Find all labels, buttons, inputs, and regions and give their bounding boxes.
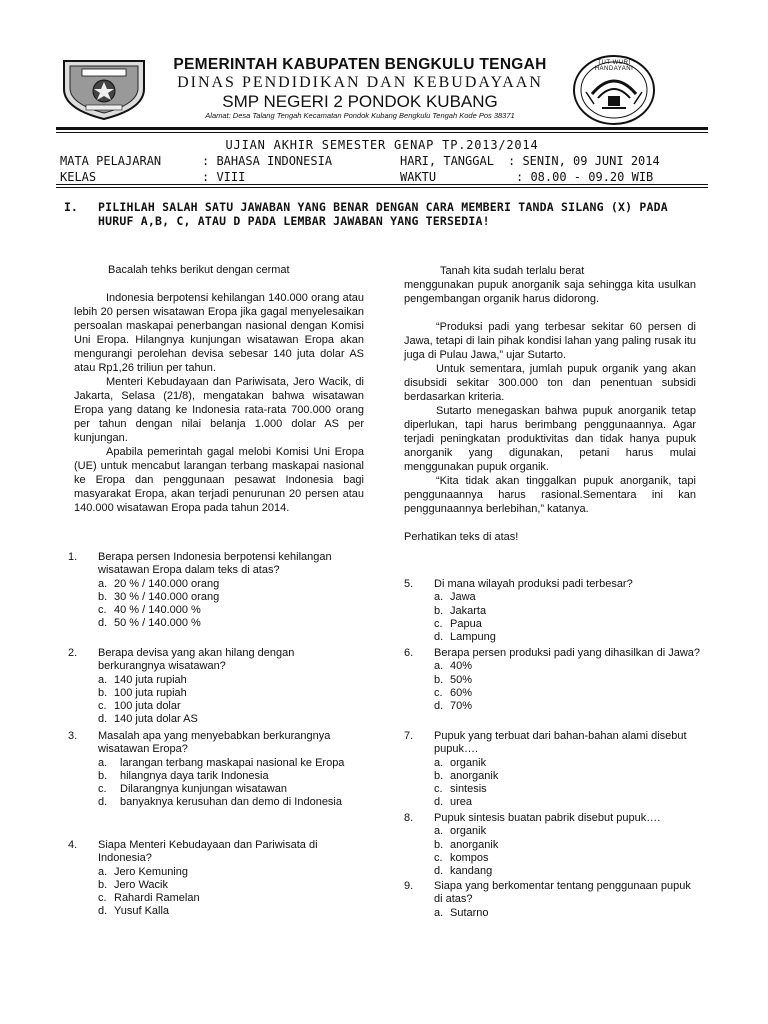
option-b: b. 50% [434, 673, 473, 686]
info-rule-top [56, 184, 708, 185]
option-d: d. Lampung [434, 631, 496, 644]
option-a: a. larangan terbang maskapai nasional ke Eropa [98, 756, 345, 769]
question-6 [404, 647, 700, 713]
time-value: : 08.00 - 09.20 WIB [516, 170, 654, 184]
left-paragraph-3: Apabila pemerintah gagal melobi Komisi Uni Eropa (UE) untuk mencabut larangan terbang maskapai nasional ke Eropa dan penggunaan pesawat Indonesia bagi masyarakat Eropa, akan terjadi penurunan 20 persen atau 140.000 wisatawan Eropa pada tahun 2014. [74, 446, 364, 514]
right-prompt: Perhatikan teks di atas! [404, 531, 519, 543]
option-d: d. 70% [434, 700, 473, 713]
question-text: Berapa devisa yang akan hilang dengan berkurangnya wisatawan? [98, 647, 295, 673]
right-paragraph-1b: menggunakan pupuk anorganik saja sehingga kita usulkan pengembangan organik harus didorong. [404, 279, 696, 305]
question-number: 6. [404, 647, 414, 659]
question-text: Siapa yang berkomentar tentang penggunaan pupuk di atas? [434, 880, 691, 906]
option-b: b. anorganik [434, 769, 499, 782]
question-2 [68, 647, 358, 727]
left-reading-passage [74, 291, 364, 515]
right-reading-passage [404, 264, 696, 544]
class-value: : VIII [202, 170, 246, 184]
question-text: Pupuk yang terbuat dari bahan-bahan alami disebut pupuk…. [434, 730, 687, 756]
option-d: d. banyaknya kerusuhan dan demo di Indonesia [98, 796, 342, 809]
option-c: c. 100 juta dolar [98, 700, 181, 713]
option-b: b. Jero Wacik [98, 878, 168, 891]
question-text: Di mana wilayah produksi padi terbesar? [434, 578, 633, 590]
left-reading-heading: Bacalah tehks berikut dengan cermat [108, 264, 290, 276]
option-a: a. organik [434, 756, 487, 769]
option-b: b. hilangnya daya tarik Indonesia [98, 769, 269, 782]
time-label: WAKTU [400, 170, 437, 184]
option-c: c. Papua [434, 617, 482, 630]
right-paragraph-4: Sutarto menegaskan bahwa pupuk anorganik tetap diperlukan, tapi harus berimbang penggunaannya. Agar terjadi peningkatan produktivitas dan tidak hanya pupuk anorganik yang digunakan, petani harus mulai menggunakan pupuk organik. [404, 405, 696, 473]
option-c: c. sintesis [434, 783, 487, 796]
option-a: a. 20 % / 140.000 orang [98, 577, 220, 590]
exam-title: UJIAN AKHIR SEMESTER GENAP TP.2013/2014 [225, 138, 539, 152]
letterhead-rule-thin [56, 132, 708, 133]
option-d: d. urea [434, 796, 473, 809]
right-paragraph-3: Untuk sementara, jumlah pupuk organik yang akan disubsidi sekitar 300.000 ton dan penentuan subsidi berdasarkan kriteria. [404, 363, 696, 403]
question-number: 8. [404, 812, 414, 824]
subject-value: : BAHASA INDONESIA [202, 154, 333, 168]
question-4 [68, 839, 358, 919]
option-d: d. Yusuf Kalla [98, 905, 170, 918]
option-a: a. Jero Kemuning [98, 865, 188, 878]
option-a: a. Sutarno [434, 906, 489, 919]
question-number: 3. [68, 730, 78, 742]
option-a: a. 40% [434, 660, 473, 673]
question-3 [68, 730, 358, 810]
question-number: 9. [404, 880, 414, 892]
option-b: b. 30 % / 140.000 orang [98, 590, 220, 603]
question-8 [404, 812, 700, 878]
info-rule-bottom [56, 187, 708, 188]
left-paragraph-1: Indonesia berpotensi kehilangan 140.000 orang atau lebih 20 persen wisatawan Eropa jika gagal menyelesaikan persoalan maskapai penerbangan nasional dengan Komisi Uni Eropa. Hilangnya kunjungan wisatawan Eropa akan mengurangi perolehan devisa sebesar 140 juta dolar AS atau Rp1,26 triliun per tahun. [74, 292, 364, 374]
question-text: Pupuk sintesis buatan pabrik disebut pupuk…. [434, 812, 661, 824]
letterhead-address: Alamat: Desa Talang Tengah Kecamatan Pondok Kubang Bengkulu Tengah Kode Pos 38371 [205, 111, 515, 120]
question-number: 2. [68, 647, 78, 659]
question-number: 7. [404, 730, 414, 742]
letterhead-line-2: DINAS PENDIDIKAN DAN KEBUDAYAAN [177, 74, 543, 91]
date-value: : SENIN, 09 JUNI 2014 [508, 154, 660, 168]
option-a: a. 140 juta rupiah [98, 673, 187, 686]
option-c: c. Dilarangnya kunjungan wisatawan [98, 783, 287, 796]
option-b: b. Jakarta [434, 604, 487, 617]
option-c: c. kompos [434, 851, 489, 864]
option-c: c. 60% [434, 686, 473, 699]
option-b: b. anorganik [434, 838, 499, 851]
option-c: c. 40 % / 140.000 % [98, 604, 201, 617]
question-text: Masalah apa yang menyebabkan berkurangnya wisatawan Eropa? [98, 730, 331, 756]
question-5 [404, 578, 700, 644]
instruction-number: I. [64, 200, 78, 214]
option-a: a. Jawa [434, 591, 476, 604]
question-number: 5. [404, 578, 414, 590]
question-number: 4. [68, 839, 78, 851]
letterhead-line-1: PEMERINTAH KABUPATEN BENGKULU TENGAH [173, 56, 547, 73]
option-b: b. 100 juta rupiah [98, 686, 187, 699]
option-d: d. kandang [434, 865, 493, 878]
right-paragraph-5: “Kita tidak akan tinggalkan pupuk anorganik, tapi penggunaannya harus rasional.Sementara ini kan penggunaannya berlebihan,” katanya. [404, 475, 696, 515]
regency-crest-icon [60, 55, 148, 121]
question-1 [68, 551, 358, 631]
option-c: c. Rahardi Ramelan [98, 892, 200, 905]
subject-label: MATA PELAJARAN [60, 154, 162, 168]
instruction-text: PILIHLAH SALAH SATU JAWABAN YANG BENAR DENGAN CARA MEMBERI TANDA SILANG (X) PADA HURUF A,B, C, ATAU D PADA LEMBAR JAWABAN YANG TERSEDIA! [98, 200, 668, 228]
option-d: d. 50 % / 140.000 % [98, 617, 201, 630]
letterhead-line-3: SMP NEGERI 2 PONDOK KUBANG [222, 92, 498, 111]
question-number: 1. [68, 551, 78, 563]
question-text: Berapa persen produksi padi yang dihasilkan di Jawa? [434, 647, 701, 659]
question-9 [404, 880, 700, 920]
question-7 [404, 730, 700, 810]
right-paragraph-1a: Tanah kita sudah terlalu berat [440, 265, 585, 277]
question-text: Berapa persen Indonesia berpotensi kehilangan wisatawan Eropa dalam teks di atas? [98, 551, 332, 577]
date-label: HARI, TANGGAL [400, 154, 494, 168]
right-paragraph-2: “Produksi padi yang terbesar sekitar 60 persen di Jawa, tetapi di lain pihak kondisi lahan yang paling rusak itu juga di Pulau Jawa,” ujar Sutarto. [404, 321, 696, 361]
left-paragraph-2: Menteri Kebudayaan dan Pariwisata, Jero Wacik, di Jakarta, Selasa (21/8), mengatakan bahwa wisatawan Eropa yang datang ke Indonesia rata-rata 700.000 orang per tahun dengan nilai belanja 1.000 dolar AS per kunjungan. [74, 376, 364, 444]
letterhead-rule-thick [56, 127, 708, 130]
option-d: d. 140 juta dolar AS [98, 713, 198, 726]
question-text: Siapa Menteri Kebudayaan dan Pariwisata di Indonesia? [98, 839, 318, 865]
tut-wuri-handayani-emblem-icon [572, 54, 656, 126]
class-label: KELAS [60, 170, 97, 184]
option-a: a. organik [434, 825, 487, 838]
emblem-motto: TUT WURI HANDAYANI [594, 60, 634, 72]
